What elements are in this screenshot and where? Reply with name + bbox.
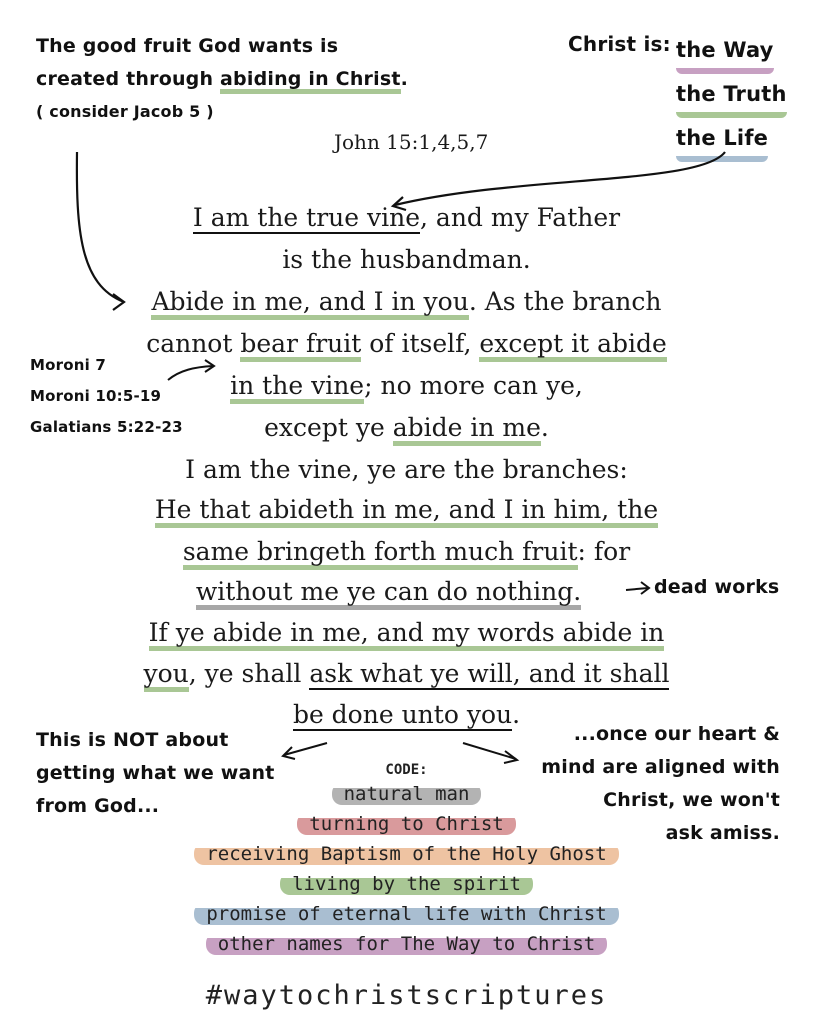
scripture-line: cannot bear fruit of itself, except it abide xyxy=(0,329,813,358)
arrow-icon xyxy=(463,743,516,759)
code-item xyxy=(0,813,813,835)
underline-true-vine: I am the true vine xyxy=(192,203,421,232)
underline-done: be done unto you xyxy=(292,700,513,729)
highlight-you: you xyxy=(144,659,189,692)
scripture-line: is the husbandman. xyxy=(282,245,531,274)
scripture-line: you, ye shall ask what ye will, and it shall xyxy=(0,659,813,688)
side-ref: Galatians 5:22-23 xyxy=(30,418,183,436)
code-item xyxy=(0,873,813,895)
code-other-names: other names for The Way to Christ xyxy=(206,933,608,955)
highlight-bear-fruit: bear fruit xyxy=(240,329,361,362)
scripture-line: except ye abide in me. xyxy=(0,413,813,442)
scripture-line: in the vine; no more can ye, xyxy=(0,371,813,400)
code-eternal-life: promise of eternal life with Christ xyxy=(194,903,618,925)
note-line: The good fruit God wants is xyxy=(36,35,339,57)
note-line: ( consider Jacob 5 ) xyxy=(36,102,214,121)
bottom-left-note: This is NOT about getting what we want from God... xyxy=(36,729,275,817)
code-item xyxy=(0,843,813,865)
highlight-except-abide: except it abide xyxy=(479,329,666,362)
dead-works-note: dead works xyxy=(654,576,780,598)
scripture-line: I am the true vine, and my Father xyxy=(192,203,621,232)
highlight-abide: Abide in me, and I in you xyxy=(151,287,468,320)
code-item xyxy=(0,783,813,805)
christ-is-life: the Life xyxy=(676,118,768,162)
scripture-line: same bringeth forth much fruit: for xyxy=(0,537,813,566)
arrow-icon xyxy=(395,152,725,205)
highlight-abideth: He that abideth in me, and I in him, the xyxy=(155,495,658,528)
scripture-line xyxy=(0,618,813,647)
highlight-nothing: without me ye can do nothing. xyxy=(196,577,581,610)
side-ref: Moroni 10:5-19 xyxy=(30,387,162,405)
code-item xyxy=(0,903,813,925)
christ-is-way: the Way xyxy=(676,30,774,74)
code-baptism: receiving Baptism of the Holy Ghost xyxy=(194,843,618,865)
highlight-if-ye-abide: If ye abide in me, and my words abide in xyxy=(149,618,665,651)
code-item xyxy=(0,933,813,955)
scripture-line: I am the vine, ye are the branches: xyxy=(185,455,628,484)
scripture-line xyxy=(0,495,813,524)
code-natural-man: natural man xyxy=(332,783,482,805)
highlight-abiding: abiding in Christ xyxy=(220,68,401,94)
bottom-right-note: ...once our heart & mind are aligned with Christ, we won't ask amiss. xyxy=(541,723,780,844)
hashtag: #waytochristscriptures xyxy=(205,980,608,1011)
scripture-line: be done unto you. xyxy=(292,700,521,729)
scripture-line: Abide in me, and I in you. As the branch xyxy=(0,287,813,316)
side-ref: Moroni 7 xyxy=(30,356,107,374)
scripture-reference: John 15:1,4,5,7 xyxy=(334,130,489,154)
highlight-abide-in-me: abide in me xyxy=(393,413,541,446)
code-spirit: living by the spirit xyxy=(280,873,533,895)
underline-ask: ask what ye will, and it shall xyxy=(309,659,670,688)
christ-is-label: Christ is: xyxy=(568,32,671,56)
highlight-much-fruit: same bringeth forth much fruit xyxy=(183,537,578,570)
side-references xyxy=(30,350,183,443)
highlight-in-vine: in the vine xyxy=(230,371,364,404)
code-turning: turning to Christ xyxy=(297,813,515,835)
code-label: CODE: xyxy=(385,762,428,778)
christ-is-truth: the Truth xyxy=(676,74,787,118)
note-line: created through abiding in Christ. xyxy=(36,63,436,96)
